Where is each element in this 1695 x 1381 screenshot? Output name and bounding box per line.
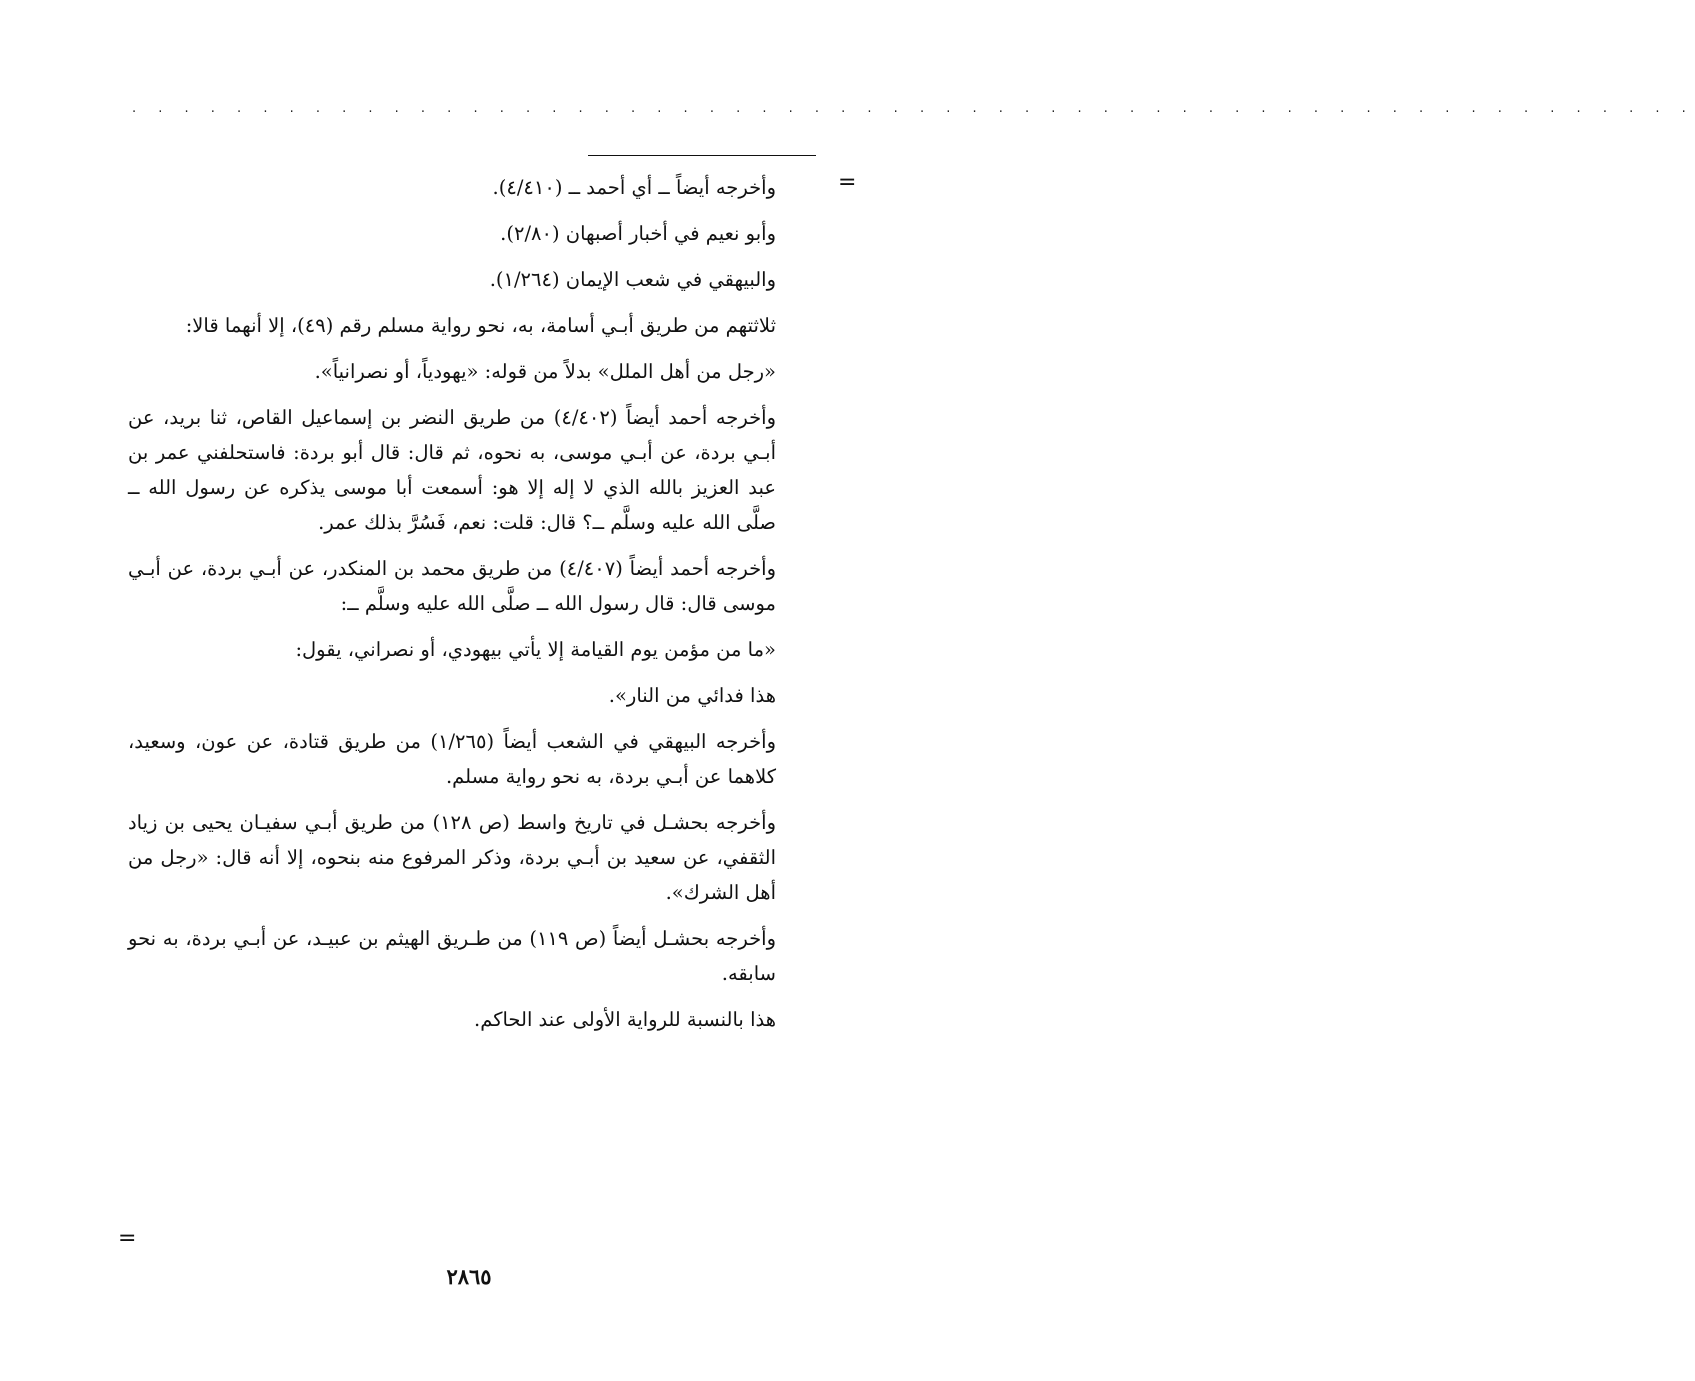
paragraph: وأبو نعيم في أخبار أصبهان (٢/٨٠). xyxy=(500,222,776,245)
paragraph: ثلاثتهم من طريق أبـي أسامة، به، نحو رواية مسلم رقم (٤٩)، إلا أنهما قالا: xyxy=(185,314,776,337)
paragraph: هذا فدائي من النار». xyxy=(608,684,776,707)
continuation-mark-bottom: = xyxy=(118,1226,137,1251)
dotted-separator: · · · · · · · · · · · · · · · · · · · · · · · · · · · · · · · · · · · · · · · · · · · · · · · · · · · · · · · · · · · · xyxy=(132,105,1695,120)
paragraph: هذا بالنسبة للرواية الأولى عند الحاكم. xyxy=(474,1008,776,1031)
continuation-mark-top: = xyxy=(838,170,857,195)
paragraph: وأخرجه البيهقي في الشعب أيضاً (١/٢٦٥) من طريق قتادة، عن عون، وسعيد، كلاهما عن أبـي بردة، به نحو رواية مسلم. xyxy=(128,730,776,788)
paragraph: وأخرجه بحشـل أيضاً (ص ١١٩) من طـريق الهيثم بن عبيـد، عن أبـي بردة، به نحو سابقه. xyxy=(128,927,776,985)
page-body xyxy=(128,170,776,1048)
footnote-rule xyxy=(588,155,816,156)
paragraph: «ما من مؤمن يوم القيامة إلا يأتي بيهودي، أو نصراني، يقول: xyxy=(295,638,776,661)
paragraph: «رجل من أهل الملل» بدلاً من قوله: «يهودياً، أو نصرانياً». xyxy=(314,360,776,383)
paragraph: وأخرجه بحشـل في تاريخ واسط (ص ١٢٨) من طريق أبـي سفيـان يحيى بن زياد الثقفي، عن سعيد بن أبـي بردة، وذكر المرفوع منه بنحوه، إلا أنه قال: «رجل من أهل الشرك». xyxy=(128,811,776,904)
page-number: ٢٨٦٥ xyxy=(446,1264,492,1289)
paragraph: وأخرجه أحمد أيضاً (٤/٤٠٢) من طريق النضر بن إسماعيل القاص، ثنا بريد، عن أبـي بردة، عن أبـي موسى، به نحوه، ثم قال: قال أبو بردة: فاستحلفني عمر بن عبد العزيز بالله الذي لا إله إلا هو: أسمعت أبا موسى يذكره عن رسول الله ــ صلَّى الله عليه وسلَّم ــ؟ قال: قلت: نعم، فَسُرَّ بذلك عمر. xyxy=(128,406,776,534)
paragraph: والبيهقي في شعب الإيمان (١/٢٦٤). xyxy=(489,268,776,291)
paragraph: وأخرجه أيضاً ــ أي أحمد ــ (٤/٤١٠). xyxy=(492,176,776,199)
paragraph: وأخرجه أحمد أيضاً (٤/٤٠٧) من طريق محمد بن المنكدر، عن أبـي بردة، عن أبـي موسى قال: قال رسول الله ــ صلَّى الله عليه وسلَّم ــ: xyxy=(128,557,777,615)
